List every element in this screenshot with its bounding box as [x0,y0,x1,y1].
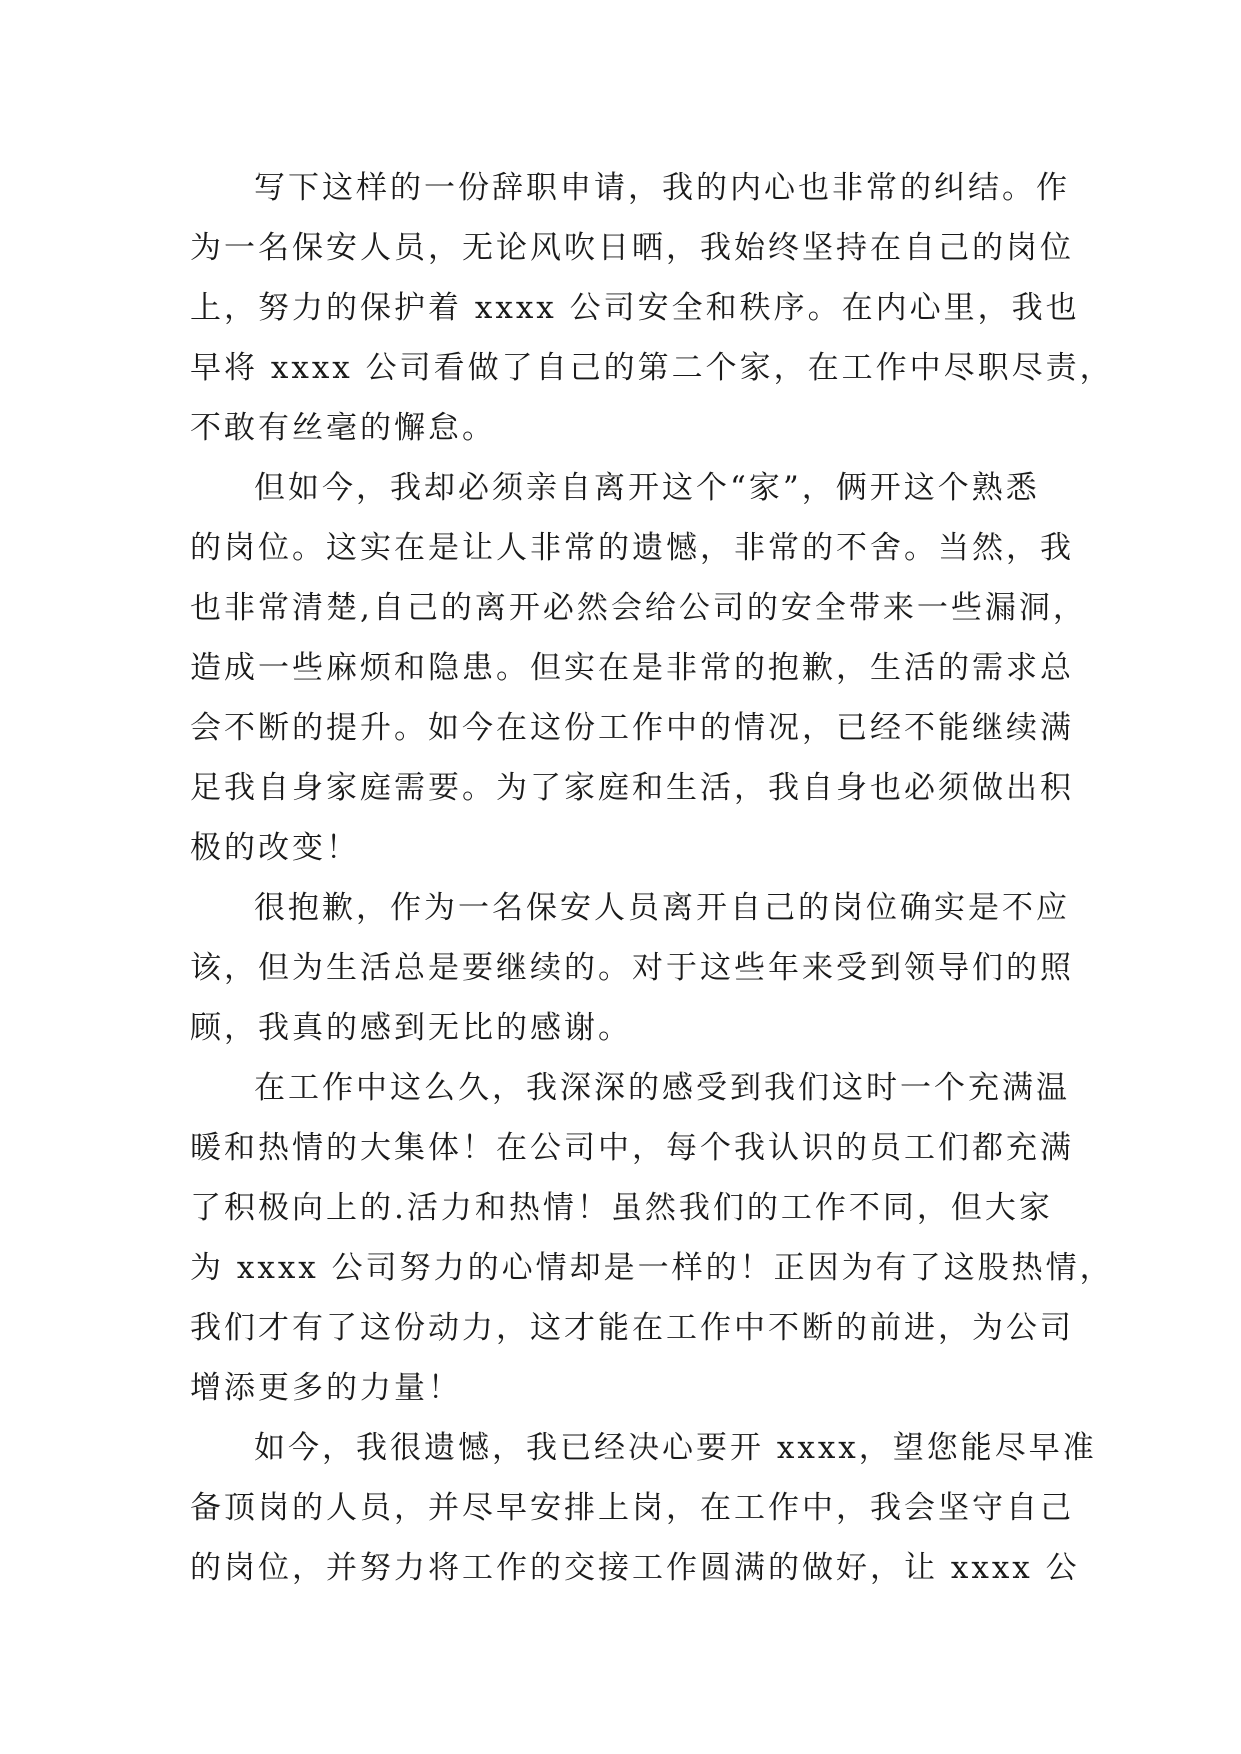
text-line: 顾，我真的感到无比的感谢。 [190,1010,632,1046]
text-line: 的岗位。这实在是让人非常的遗憾，非常的不舍。当然，我 [190,530,1074,566]
text-line: 但如今，我却必须亲自离开这个“家”，俩开这个熟悉 [254,470,1040,506]
text-line: 了积极向上的.活力和热情！虽然我们的工作不同，但大家 [190,1190,1053,1226]
text-line: 也非常清楚,自己的离开必然会给公司的安全带来一些漏洞， [190,590,1087,626]
text-line: 早将 xxxx 公司看做了自己的第二个家，在工作中尽职尽责， [190,350,1114,386]
text-line: 备顶岗的人员，并尽早安排上岗，在工作中，我会坚守自己 [190,1490,1074,1526]
text-line: 暖和热情的大集体！在公司中，每个我认识的员工们都充满 [190,1130,1074,1166]
text-line: 很抱歉，作为一名保安人员离开自己的岗位确实是不应 [254,890,1070,926]
text-line: 为 xxxx 公司努力的心情却是一样的！正因为有了这股热情， [190,1250,1114,1286]
text-line: 为一名保安人员，无论风吹日晒，我始终坚持在自己的岗位 [190,230,1074,266]
text-line: 我们才有了这份动力，这才能在工作中不断的前进，为公司 [190,1310,1074,1346]
text-line: 极的改变！ [190,830,360,866]
text-line: 足我自身家庭需要。为了家庭和生活，我自身也必须做出积 [190,770,1074,806]
text-line: 该，但为生活总是要继续的。对于这些年来受到领导们的照 [190,950,1074,986]
text-line: 会不断的提升。如今在这份工作中的情况，已经不能继续满 [190,710,1074,746]
text-line: 造成一些麻烦和隐患。但实在是非常的抱歉，生活的需求总 [190,650,1074,686]
text-line: 写下这样的一份辞职申请，我的内心也非常的纠结。作 [254,170,1070,206]
text-line: 不敢有丝毫的懈怠。 [190,410,496,446]
text-line: 的岗位，并努力将工作的交接工作圆满的做好，让 xxxx 公 [190,1550,1080,1586]
letter-body [190,158,1114,1598]
text-line: 上，努力的保护着 xxxx 公司安全和秩序。在内心里，我也 [190,290,1080,326]
text-line: 在工作中这么久，我深深的感受到我们这时一个充满温 [254,1070,1070,1106]
text-line: 如今，我很遗憾，我已经决心要开 xxxx，望您能尽早准 [254,1430,1097,1466]
text-line: 增添更多的力量！ [190,1370,462,1406]
